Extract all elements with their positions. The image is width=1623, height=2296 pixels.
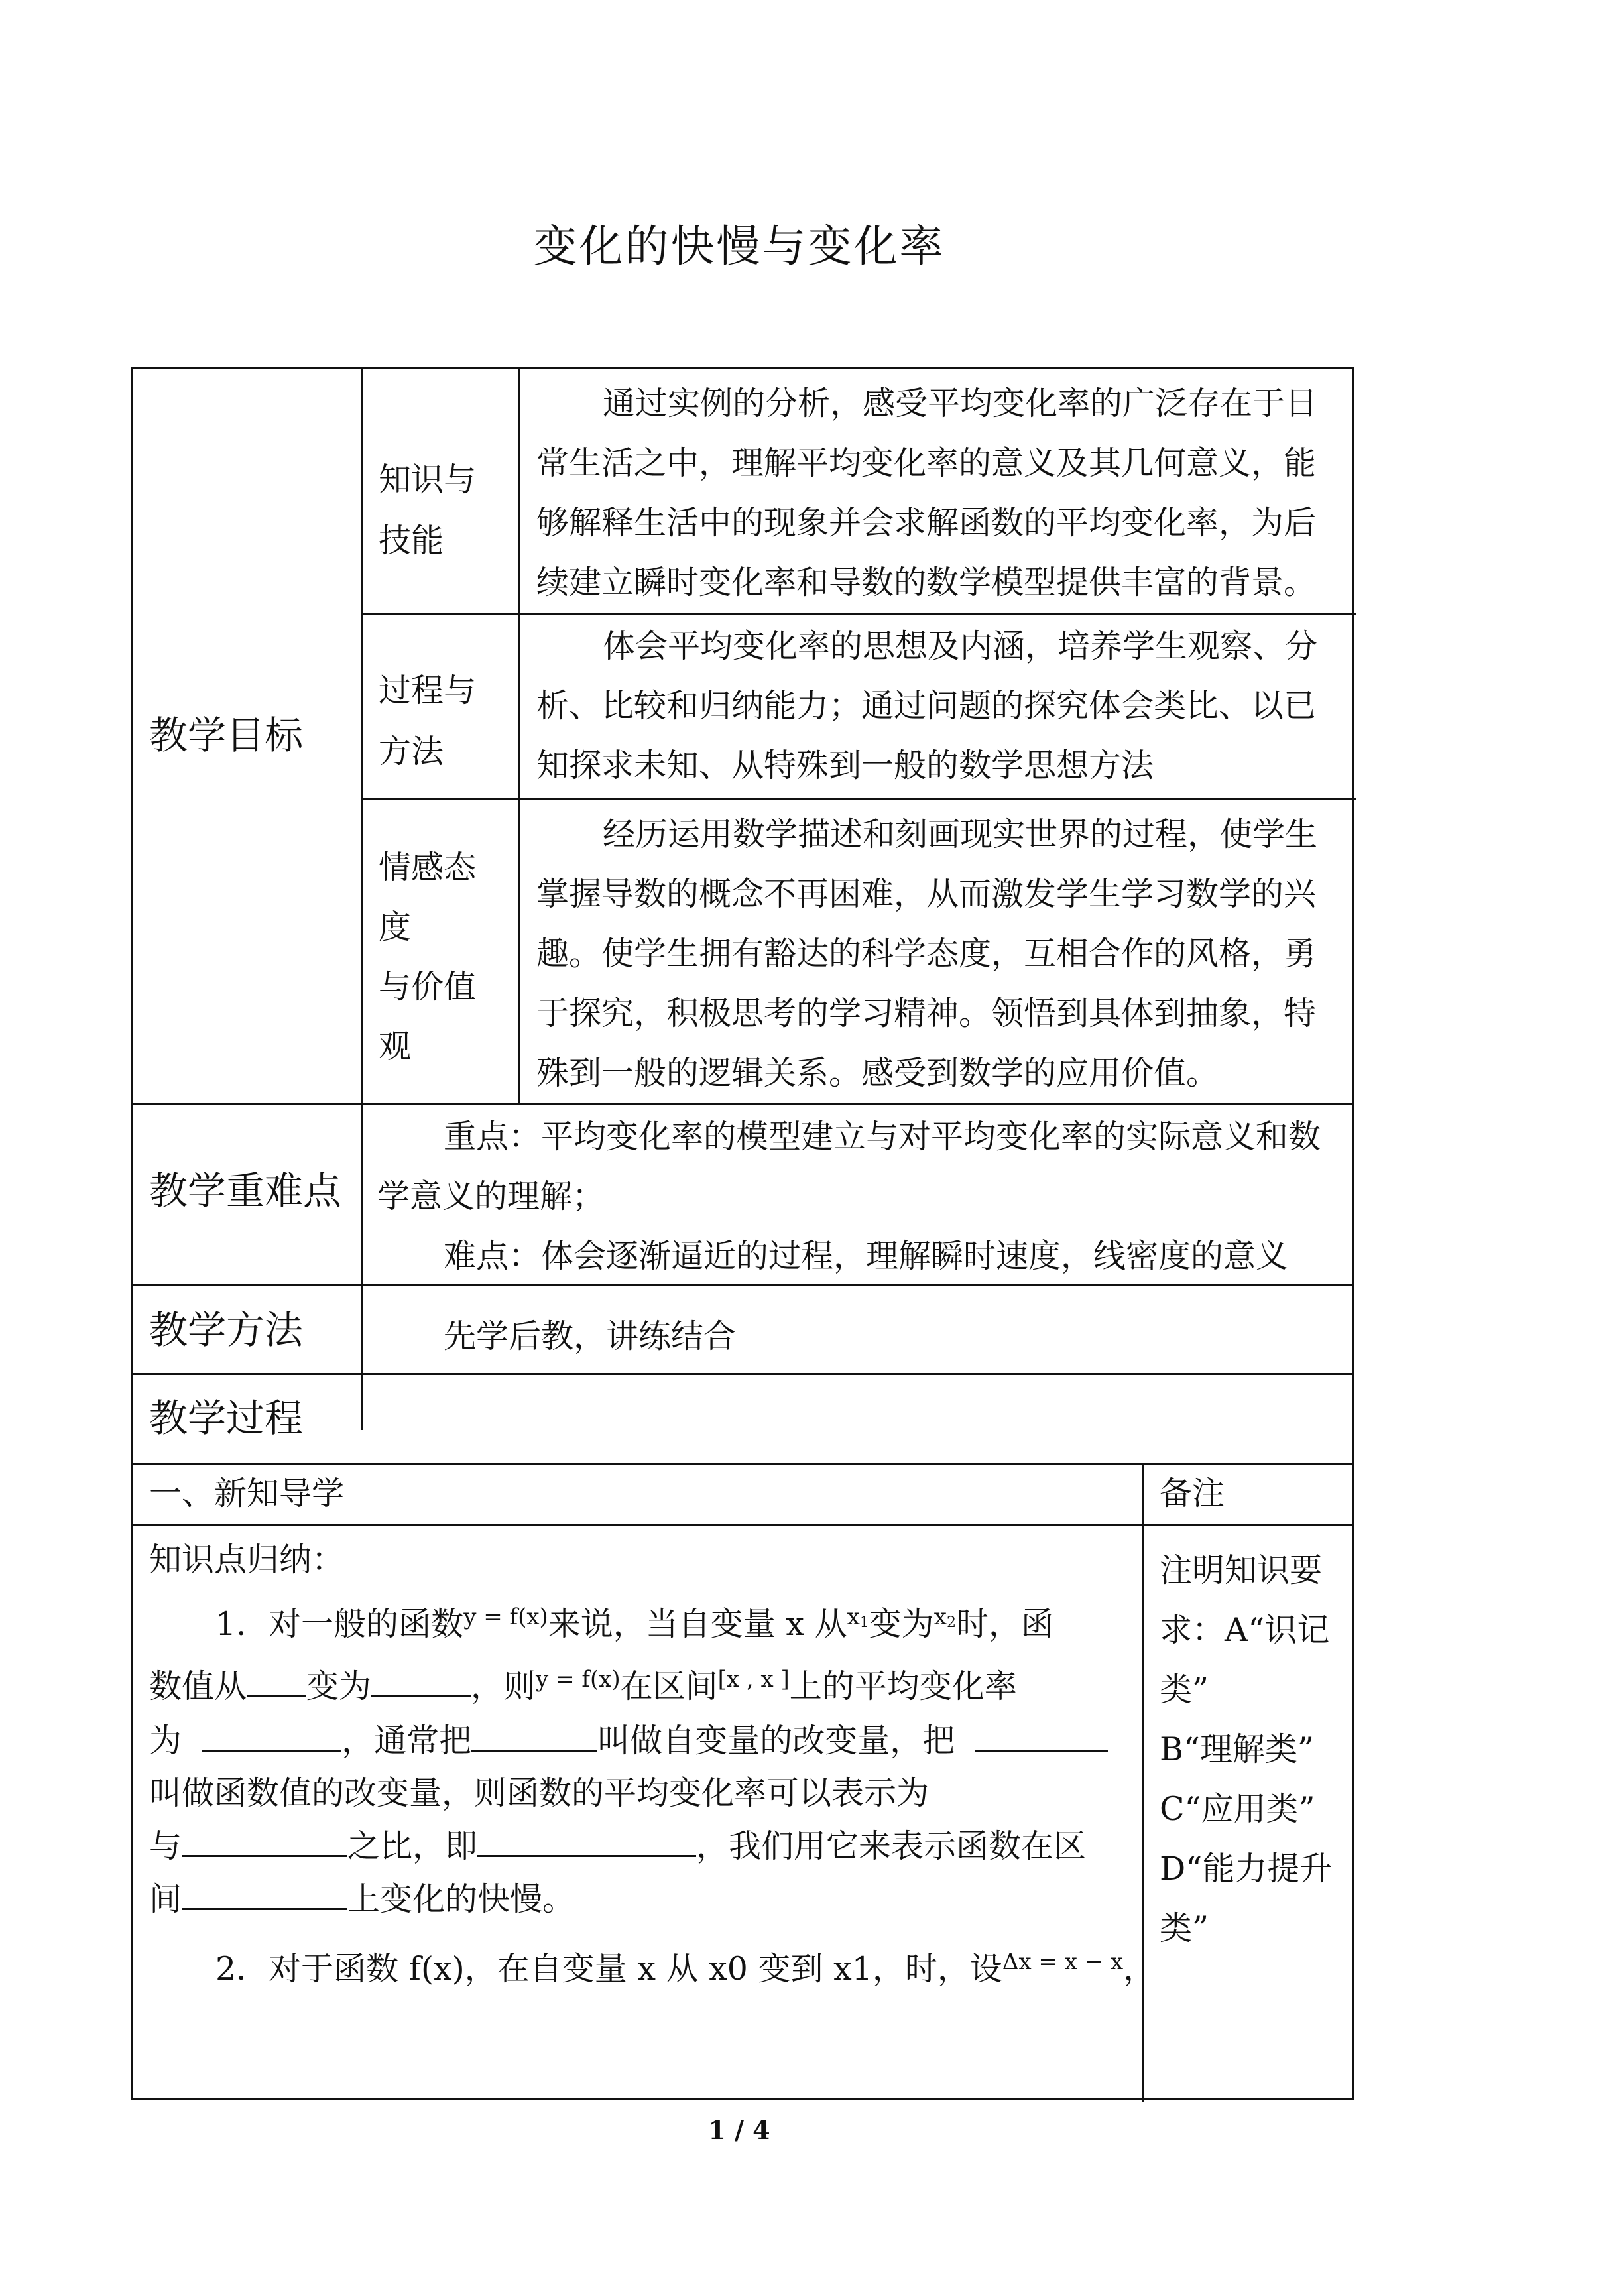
- process-label-line: 过程与: [379, 672, 477, 709]
- text-line: 知探求未知、从特殊到一般的数学思想方法: [536, 747, 1154, 784]
- lesson-plan-table: [131, 367, 1354, 2100]
- text-line: 掌握导数的概念不再困难，从而激发学生学习数学的兴: [536, 875, 1317, 913]
- text-line: 于探究，积极思考的学习精神。领悟到具体到抽象，特: [536, 995, 1317, 1032]
- text-line: 析、比较和归纳能力；通过问题的探究体会类比、以已: [536, 687, 1317, 725]
- text-span: 数值从: [149, 1667, 247, 1705]
- content-line-5: [149, 1817, 1086, 1876]
- text-span: 与: [149, 1827, 182, 1865]
- text-line: 学意义的理解；: [377, 1178, 605, 1215]
- notes-text: [1160, 1541, 1332, 1959]
- fill-blank[interactable]: [182, 1818, 347, 1857]
- fill-blank[interactable]: [202, 1713, 341, 1752]
- text-span: 变为: [306, 1667, 372, 1705]
- text-span: 为: [149, 1722, 182, 1760]
- text-line: 体会平均变化率的思想及内涵，培养学生观察、分: [603, 627, 1318, 665]
- method-label: 教学方法: [149, 1307, 304, 1353]
- notes-line: 求：A“识记: [1160, 1611, 1330, 1649]
- text-span: 2．对于函数 f(x)，在自变量 x 从 x0 变到 x1，时，设: [215, 1950, 1002, 1988]
- text-span: 变为: [869, 1605, 934, 1643]
- grid-line: [361, 1103, 363, 1430]
- text-span: ，通常把: [341, 1722, 472, 1760]
- text-span: ，: [1123, 1950, 1156, 1988]
- text-span: ，则: [471, 1667, 536, 1705]
- text-line: 通过实例的分析，感受平均变化率的广泛存在于日: [603, 385, 1318, 422]
- page-number: 1 / 4: [708, 2115, 770, 2145]
- content-line-7: [215, 1932, 1156, 1999]
- text-span: 之比，即: [347, 1827, 478, 1865]
- text-line: 殊到一般的逻辑关系。感受到数学的应用价值。: [536, 1054, 1219, 1092]
- emotion-label-line: 与价值: [379, 968, 477, 1006]
- process-label-line: 方法: [379, 733, 444, 770]
- formula-x2: [934, 1604, 956, 1630]
- content-line-6: [149, 1870, 575, 1929]
- notes-line: 类”: [1160, 1909, 1209, 1947]
- text-span: 时，函: [955, 1605, 1053, 1643]
- formula-var: x: [933, 1604, 947, 1630]
- formula-y: y = f(x): [536, 1666, 621, 1693]
- difficulty-label: 教学重难点: [149, 1168, 342, 1213]
- emotion-label-line: 度: [379, 908, 412, 946]
- process-label: [379, 660, 476, 782]
- text-span: 上的平均变化率: [789, 1667, 1017, 1705]
- knowledge-label: [379, 450, 476, 572]
- grid-line: [361, 613, 1356, 615]
- fill-blank[interactable]: [371, 1658, 471, 1697]
- objectives-label: 教学目标: [149, 713, 304, 758]
- text-span: 1．对一般的函数: [215, 1605, 464, 1643]
- content-line-1: [215, 1587, 1053, 1654]
- section-heading: 一、新知导学: [149, 1475, 345, 1512]
- page-title: 变化的快慢与变化率: [533, 221, 945, 272]
- text-line: 重点：平均变化率的模型建立与对平均变化率的实际意义和数: [444, 1118, 1321, 1156]
- content-line-3: [149, 1711, 1108, 1771]
- summary-label: 知识点归纳：: [149, 1541, 345, 1579]
- notes-line: B“理解类”: [1160, 1730, 1315, 1768]
- fill-blank[interactable]: [477, 1818, 696, 1857]
- formula-var: x: [847, 1604, 860, 1630]
- content-line-4: 叫做函数值的改变量，则函数的平均变化率可以表示为: [149, 1774, 930, 1812]
- fill-blank[interactable]: [247, 1658, 306, 1697]
- text-line: 趣。使学生拥有豁达的科学态度，互相合作的风格，勇: [536, 935, 1317, 973]
- grid-line: [1142, 1463, 1144, 2102]
- grid-line: [361, 369, 363, 1103]
- text-span: 间: [149, 1880, 182, 1918]
- fill-blank[interactable]: [182, 1871, 347, 1910]
- notes-line: C“应用类”: [1160, 1790, 1315, 1828]
- text-line: 经历运用数学描述和刻画现实世界的过程，使学生: [603, 816, 1318, 853]
- knowledge-label-line: 技能: [379, 522, 444, 560]
- knowledge-label-line: 知识与: [379, 461, 477, 499]
- emotion-text: [536, 805, 1317, 1103]
- text-line: 常生活之中，理解平均变化率的意义及其几何意义，能: [536, 444, 1317, 482]
- emotion-label-line: 情感态: [379, 849, 477, 886]
- text-line: 续建立瞬时变化率和导数的数学模型提供丰富的背景。: [536, 564, 1317, 601]
- text-span: ，我们用它来表示函数在区: [696, 1827, 1087, 1865]
- method-text: 先学后教，讲练结合: [444, 1317, 737, 1355]
- text-line: 够解释生活中的现象并会求解函数的平均变化率，为后: [536, 504, 1317, 542]
- notes-header: 备注: [1160, 1475, 1225, 1512]
- notes-line: 注明知识要: [1160, 1551, 1323, 1589]
- emotion-label-line: 观: [379, 1028, 412, 1065]
- emotion-label: [379, 838, 476, 1077]
- formula-delta-x: Δx = x − x: [1002, 1949, 1124, 1975]
- grid-line: [361, 798, 1356, 800]
- text-span: 来说，当自变量 x 从: [548, 1605, 847, 1643]
- formula-x1: [847, 1604, 869, 1630]
- text-span: 叫做自变量的改变量，把: [597, 1722, 955, 1760]
- process-text: [536, 617, 1317, 796]
- grid-line: [133, 1524, 1354, 1526]
- text-span: 上变化的快慢。: [347, 1880, 575, 1918]
- difficulty-text: [377, 1107, 1321, 1286]
- fill-blank[interactable]: [471, 1713, 597, 1752]
- formula-sub: 1: [859, 1614, 869, 1631]
- formula-sub: 2: [946, 1614, 956, 1631]
- text-line: 难点：体会逐渐逼近的过程，理解瞬时速度，线密度的意义: [444, 1237, 1289, 1275]
- knowledge-text: [536, 374, 1317, 613]
- process-section-label: 教学过程: [149, 1396, 304, 1441]
- formula-interval: [x , x ]: [717, 1666, 790, 1693]
- grid-line: [133, 1373, 1354, 1375]
- formula-y: y = f(x): [463, 1604, 548, 1630]
- fill-blank[interactable]: [975, 1713, 1108, 1752]
- content-line-2: [149, 1650, 1017, 1717]
- notes-line: 类”: [1160, 1671, 1209, 1709]
- grid-line: [518, 369, 520, 1103]
- text-span: 在区间: [620, 1667, 718, 1705]
- notes-line: D“能力提升: [1160, 1850, 1333, 1888]
